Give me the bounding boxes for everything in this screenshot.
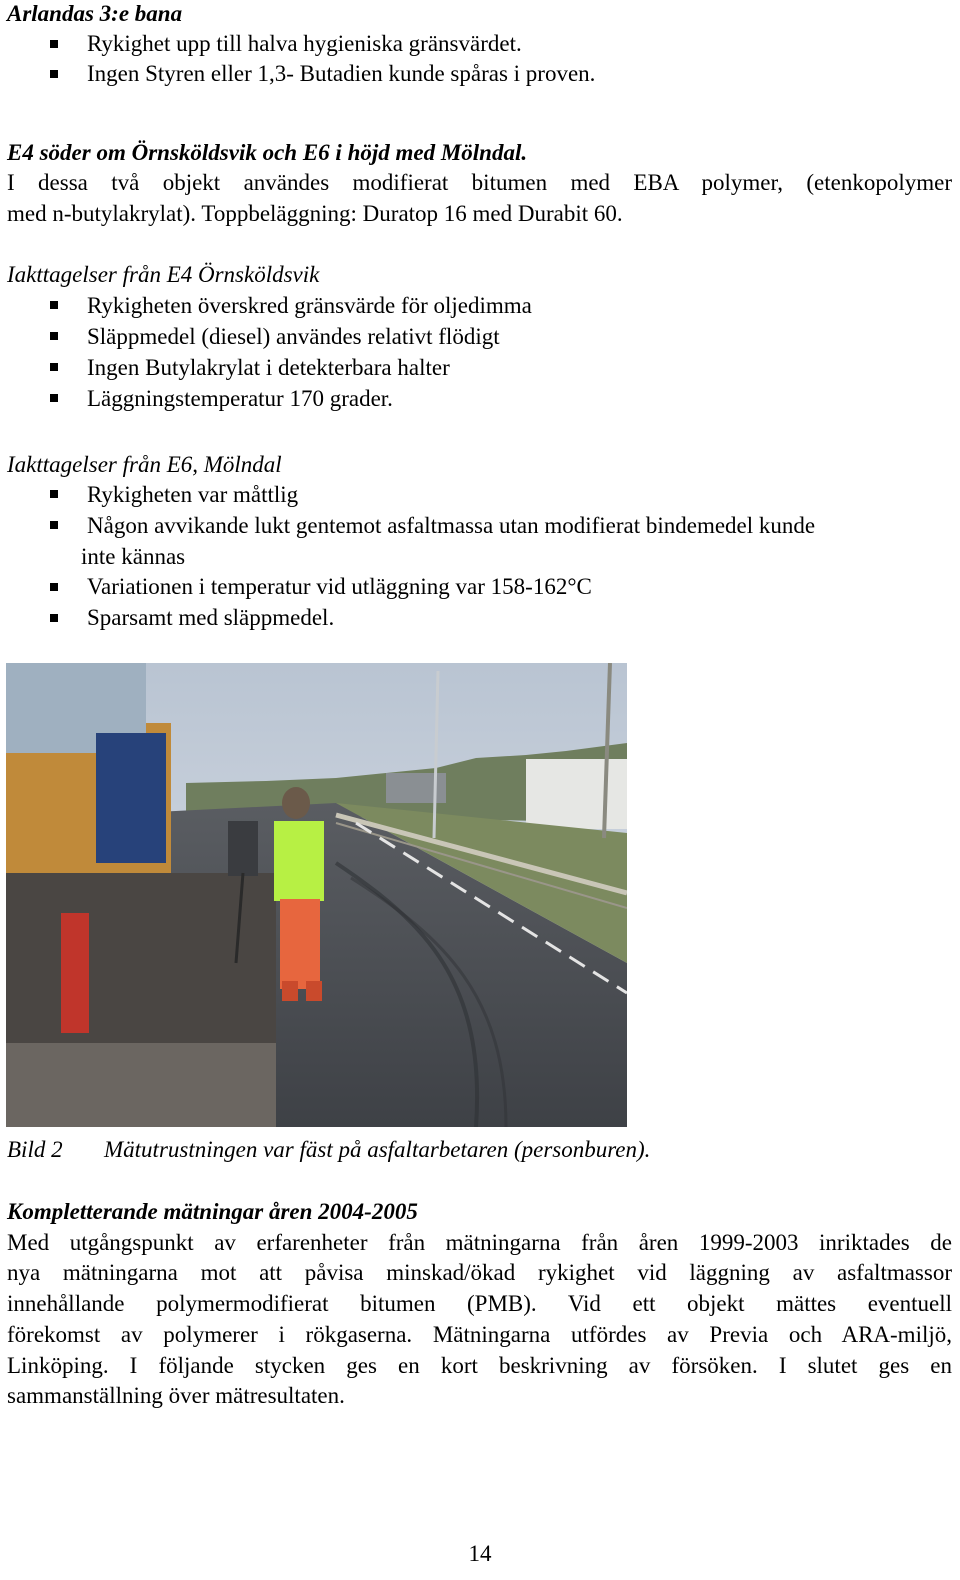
- paragraph-line: I dessa två objekt användes modifierat bitumen med EBA polymer, (etenkopolymer: [7, 170, 952, 195]
- bullet-marker: [50, 490, 58, 498]
- bullet-marker: [50, 394, 58, 402]
- bullet-text: Sparsamt med släppmedel.: [87, 605, 335, 630]
- figure-label-text: Bild 2: [7, 1137, 63, 1162]
- bullet-marker: [50, 363, 58, 371]
- heading-kompletterande: Kompletterande mätningar åren 2004-2005: [7, 1199, 418, 1224]
- paragraph-line: nya mätningarna mot att påvisa minskad/ökad rykighet vid läggning av asfaltmassor: [7, 1260, 952, 1285]
- bullet-text: Någon avvikande lukt gentemot asfaltmassa utan modifierat bindemedel kunde: [87, 513, 816, 538]
- bullet-text-continuation: inte kännas: [81, 544, 186, 569]
- bullet-text: Ingen Butylakrylat i detekterbara halter: [87, 355, 450, 380]
- bullet-marker: [50, 521, 58, 529]
- paragraph-line: Linköping. I följande stycken ges en kort beskrivning av försöken. I slutet ges en: [7, 1353, 952, 1378]
- bullet-text: Rykigheten överskred gränsvärde för oljedimma: [87, 293, 532, 318]
- bullet-text: Läggningstemperatur 170 grader.: [87, 386, 393, 411]
- bullet-marker: [50, 70, 58, 78]
- bullet-marker: [50, 332, 58, 340]
- bullet-marker: [50, 614, 58, 622]
- bullet-text: Variationen i temperatur vid utläggning var 158-162°C: [87, 574, 592, 599]
- bullet-text: Rykigheten var måttlig: [87, 482, 299, 507]
- paragraph-line: förekomst av polymerer i rökgaserna. Mätningarna utfördes av Previa och ARA-miljö,: [7, 1322, 952, 1347]
- road-paving-photo: [6, 663, 627, 1127]
- paragraph-line: sammanställning över mätresultaten.: [7, 1383, 345, 1408]
- heading-arlanda: Arlandas 3:e bana: [7, 1, 183, 26]
- bullet-marker: [50, 583, 58, 591]
- heading-e4-e6: E4 söder om Örnsköldsvik och E6 i höjd med Mölndal.: [7, 140, 528, 165]
- bullet-marker: [50, 40, 58, 48]
- heading-e6-observations: Iakttagelser från E6, Mölndal: [7, 452, 282, 477]
- paragraph-line: med n-butylakrylat). Toppbeläggning: Duratop 16 med Durabit 60.: [7, 201, 623, 226]
- bullet-marker: [50, 301, 58, 309]
- page-number: 14: [468, 1541, 492, 1566]
- figure-caption: Mätutrustningen var fäst på asfaltarbetaren (personburen).: [104, 1137, 651, 1162]
- bullet-text: Släppmedel (diesel) användes relativt flödigt: [87, 324, 500, 349]
- heading-e4-observations: Iakttagelser från E4 Örnsköldsvik: [7, 262, 320, 287]
- paragraph-line: innehållande polymermodifierat bitumen (PMB). Vid ett objekt mättes eventuell: [7, 1291, 952, 1316]
- bullet-text: Rykighet upp till halva hygieniska gränsvärdet.: [87, 31, 522, 56]
- paragraph-line: Med utgångspunkt av erfarenheter från mätningarna från åren 1999-2003 inriktades de: [7, 1230, 952, 1255]
- figure-label: [7, 1136, 63, 1164]
- bullet-text: Ingen Styren eller 1,3- Butadien kunde spåras i proven.: [87, 61, 596, 86]
